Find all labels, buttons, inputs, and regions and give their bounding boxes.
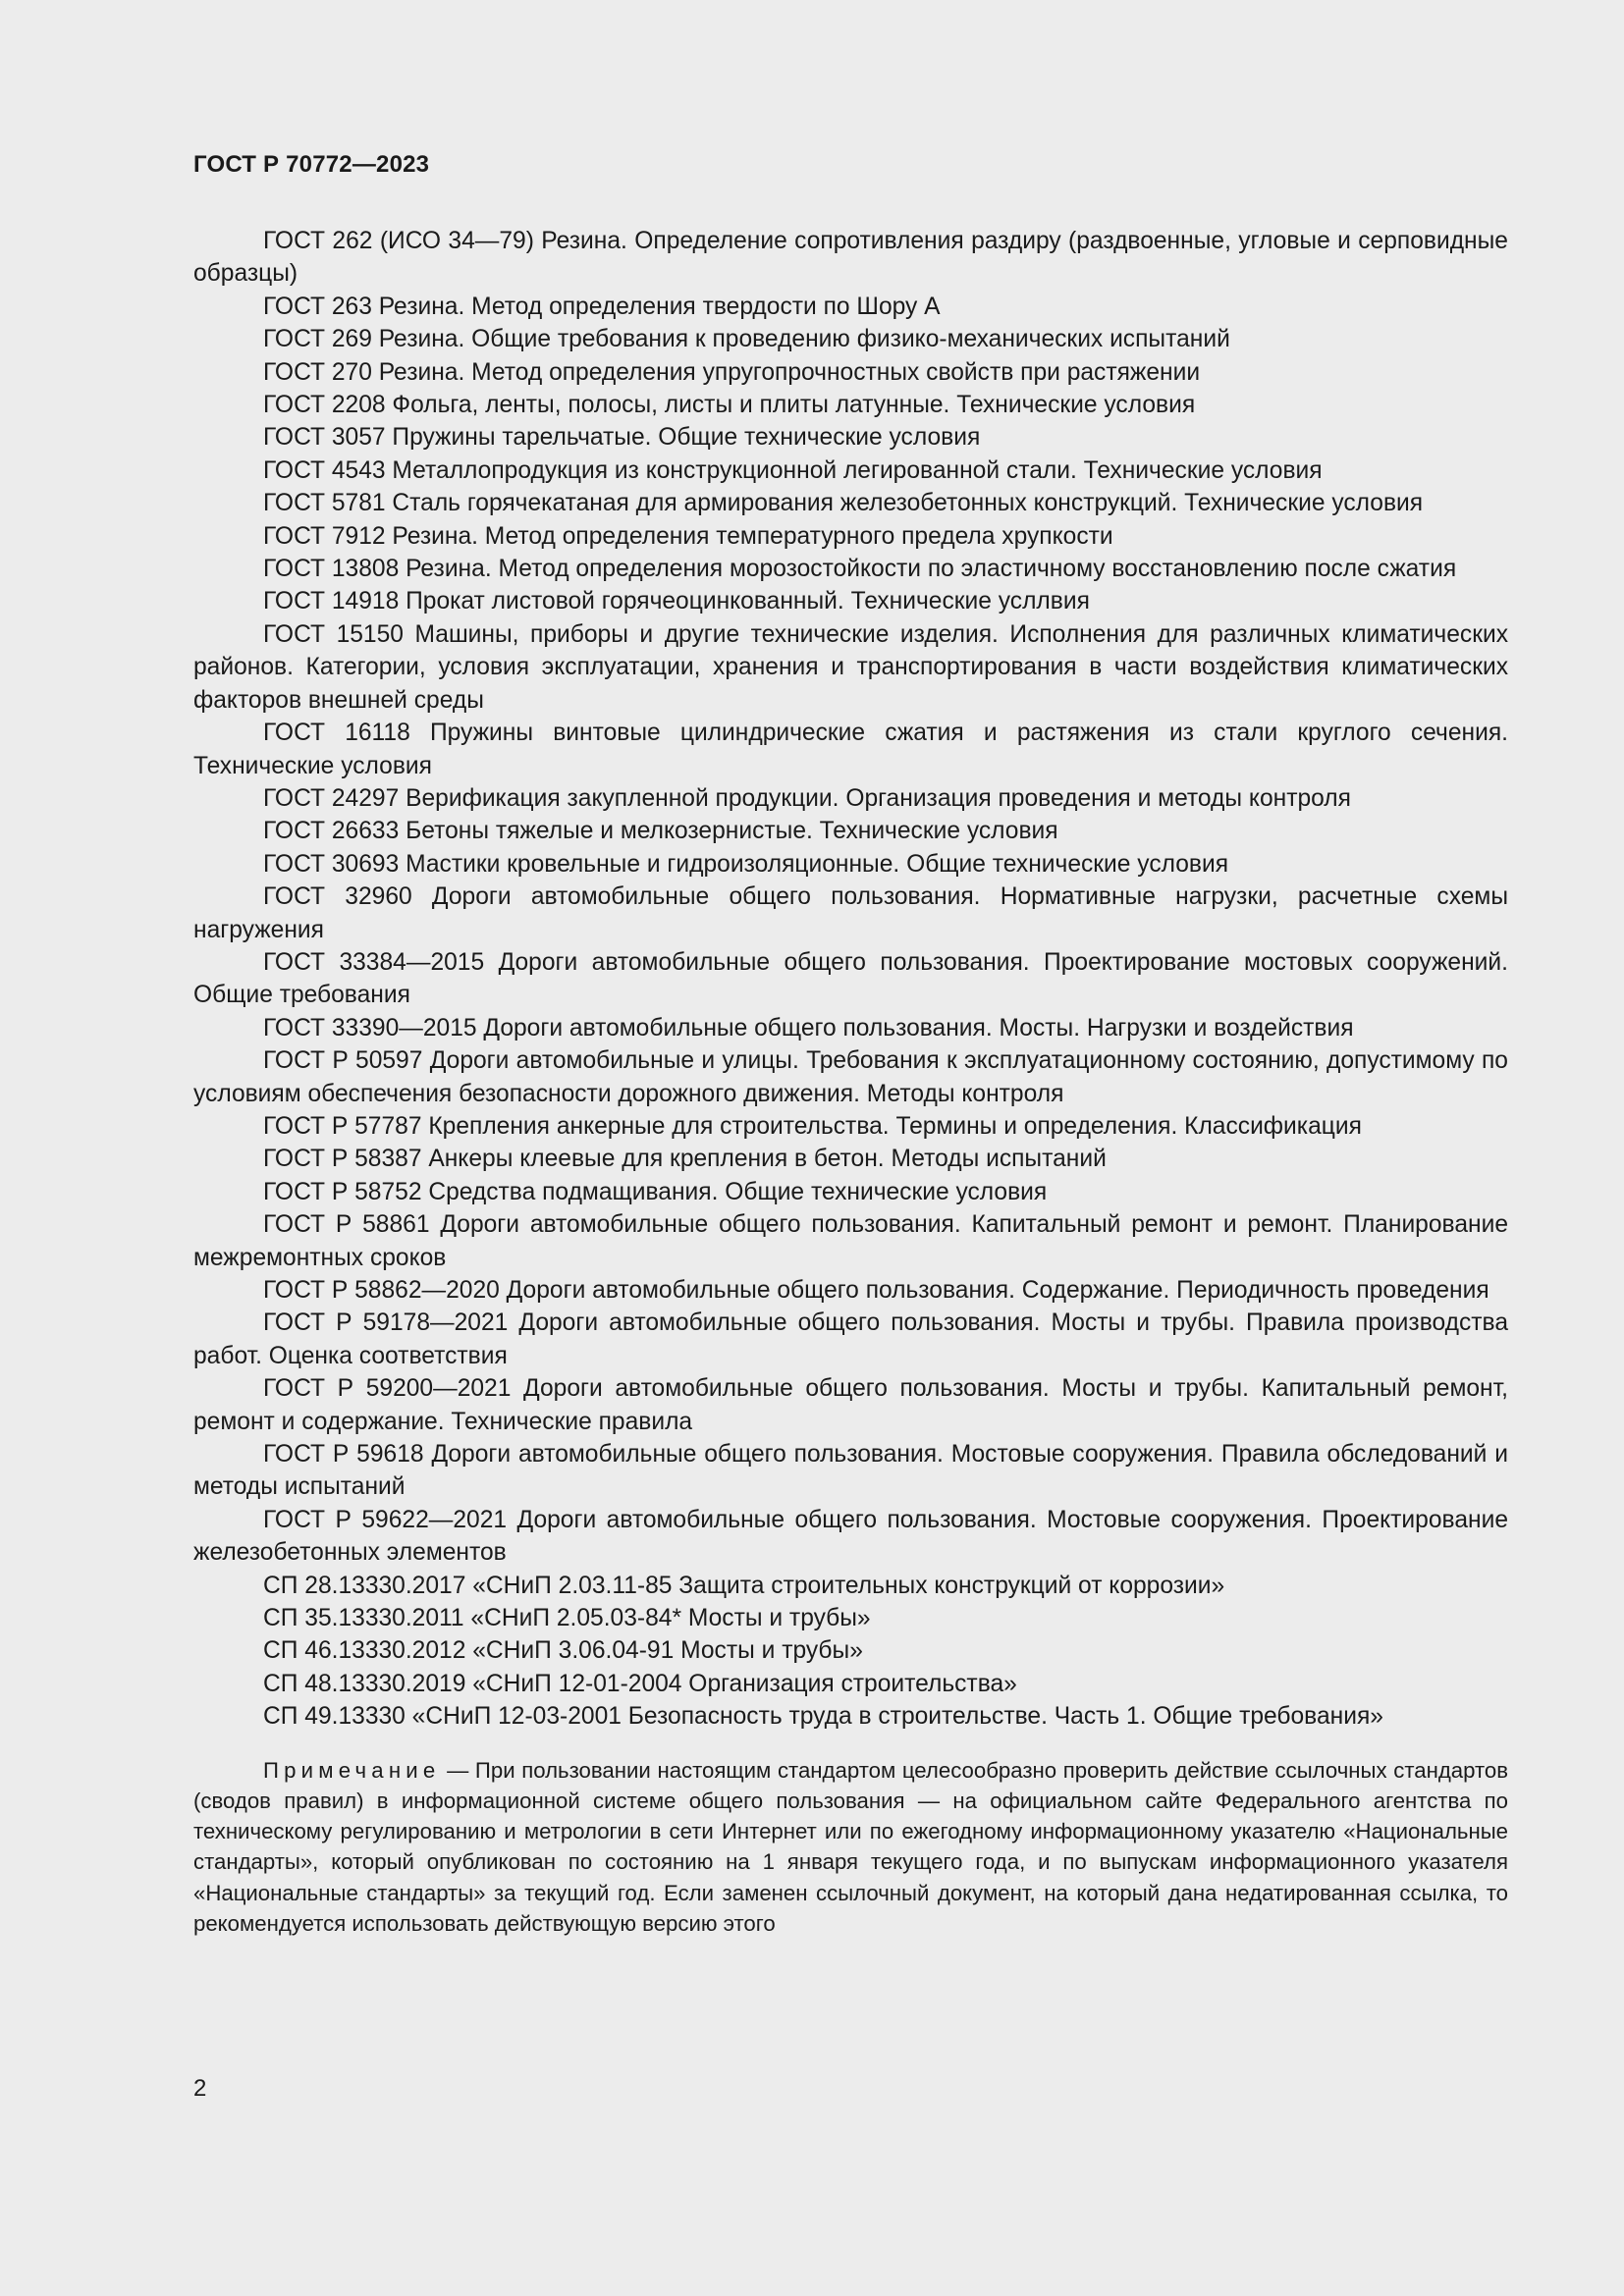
reference-item: ГОСТ Р 58752 Средства подмащивания. Общие технические условия: [263, 1178, 1048, 1205]
reference-item: ГОСТ Р 58861 Дороги автомобильные общего пользования. Капитальный ремонт и ремонт. Планирование межремонтных сроков: [193, 1211, 1508, 1271]
page-number: 2: [193, 2075, 207, 2102]
reference-item: ГОСТ 13808 Резина. Метод определения морозостойкости по эластичному восстановлению после сжатия: [263, 556, 1457, 583]
reference-item: ГОСТ 33384—2015 Дороги автомобильные общего пользования. Проектирование мостовых сооружений. Общие требования: [193, 948, 1508, 1009]
reference-item: ГОСТ Р 59618 Дороги автомобильные общего пользования. Мостовые сооружения. Правила обследований и методы испытаний: [193, 1441, 1508, 1501]
reference-item: ГОСТ 32960 Дороги автомобильные общего пользования. Нормативные нагрузки, расчетные схемы нагружения: [193, 883, 1508, 943]
reference-item: ГОСТ 30693 Мастики кровельные и гидроизоляционные. Общие технические условия: [263, 850, 1229, 878]
reference-item: ГОСТ 16118 Пружины винтовые цилиндрические сжатия и растяжения из стали круглого сечения. Технические условия: [193, 720, 1508, 779]
reference-item: ГОСТ 4543 Металлопродукция из конструкционной легированной стали. Технические условия: [263, 456, 1323, 484]
reference-item: ГОСТ 269 Резина. Общие требования к проведению физико-механических испытаний: [263, 326, 1230, 353]
reference-item: СП 28.13330.2017 «СНиП 2.03.11-85 Защита строительных конструкций от коррозии»: [263, 1572, 1225, 1599]
reference-item: ГОСТ 2208 Фольга, ленты, полосы, листы и плиты латунные. Технические условия: [263, 392, 1196, 419]
reference-item: ГОСТ Р 57787 Крепления анкерные для строительства. Термины и определения. Классификация: [263, 1112, 1362, 1140]
reference-item: ГОСТ 33390—2015 Дороги автомобильные общего пользования. Мосты. Нагрузки и воздействия: [263, 1014, 1354, 1041]
reference-item: ГОСТ Р 58862—2020 Дороги автомобильные общего пользования. Содержание. Периодичность проведения: [263, 1277, 1489, 1304]
reference-item: ГОСТ 15150 Машины, приборы и другие технические изделия. Исполнения для различных климатических районов. Категории, условия эксплуатации, хранения и транспортирования в части воздействия климатических факторов внешней среды: [193, 620, 1508, 714]
reference-item: СП 49.13330 «СНиП 12-03-2001 Безопасность труда в строительстве. Часть 1. Общие требования»: [263, 1703, 1383, 1731]
note-label: Примечание: [263, 1757, 441, 1783]
reference-item: ГОСТ 270 Резина. Метод определения упругопрочностных свойств при растяжении: [263, 358, 1201, 386]
reference-item: ГОСТ 7912 Резина. Метод определения температурного предела хрупкости: [263, 522, 1113, 550]
reference-item: ГОСТ 3057 Пружины тарельчатые. Общие технические условия: [263, 424, 981, 452]
reference-item: ГОСТ Р 59622—2021 Дороги автомобильные общего пользования. Мостовые сооружения. Проектирование железобетонных элементов: [193, 1506, 1508, 1567]
reference-item: ГОСТ 24297 Верификация закупленной продукции. Организация проведения и методы контроля: [263, 784, 1351, 812]
reference-item: ГОСТ 26633 Бетоны тяжелые и мелкозернистые. Технические условия: [263, 818, 1058, 845]
reference-item: СП 48.13330.2019 «СНиП 12-01-2004 Организация строительства»: [263, 1670, 1017, 1697]
normative-references: [193, 225, 1508, 1939]
reference-item: СП 46.13330.2012 «СНиП 3.06.04-91 Мосты и трубы»: [263, 1637, 863, 1665]
reference-item: ГОСТ 263 Резина. Метод определения твердости по Шору А: [263, 293, 941, 320]
reference-item: СП 35.13330.2011 «СНиП 2.05.03-84* Мосты и трубы»: [263, 1605, 871, 1632]
reference-item: ГОСТ Р 59178—2021 Дороги автомобильные общего пользования. Мосты и трубы. Правила производства работ. Оценка соответствия: [193, 1309, 1508, 1369]
reference-item: ГОСТ Р 50597 Дороги автомобильные и улицы. Требования к эксплуатационному состоянию, допустимому по условиям обеспечения безопасности дорожного движения. Методы контроля: [193, 1047, 1508, 1107]
reference-item: ГОСТ 262 (ИСО 34—79) Резина. Определение сопротивления раздиру (раздвоенные, угловые и серповидные образцы): [193, 228, 1508, 288]
reference-item: ГОСТ 5781 Сталь горячекатаная для армирования железобетонных конструкций. Технические условия: [263, 490, 1424, 517]
reference-item: ГОСТ Р 58387 Анкеры клеевые для крепления в бетон. Методы испытаний: [263, 1146, 1107, 1173]
reference-list: [193, 225, 1508, 1734]
reference-item: ГОСТ 14918 Прокат листовой горячеоцинкованный. Технические усллвия: [263, 588, 1090, 615]
note-text: — При пользовании настоящим стандартом целесообразно проверить действие ссылочных стандартов (сводов правил) в информационной системе общего пользования — на официальном сайте Федерального агентства по техническому регулированию и метрологии в сети Интернет или по ежегодному информационному указателю «Национальные стандарты», который опубликован по состоянию на 1 января текущего года, и по выпускам информационного указателя «Национальные стандарты» за текущий год. Если заменен ссылочный документ, на который дана недатированная ссылка, то рекомендуется использовать действующую версию этого: [193, 1757, 1508, 1936]
reference-item: ГОСТ Р 59200—2021 Дороги автомобильные общего пользования. Мосты и трубы. Капитальный ремонт, ремонт и содержание. Технические правила: [193, 1375, 1508, 1435]
note-paragraph: [193, 1755, 1508, 1939]
document-header-title: ГОСТ Р 70772—2023: [193, 151, 430, 178]
